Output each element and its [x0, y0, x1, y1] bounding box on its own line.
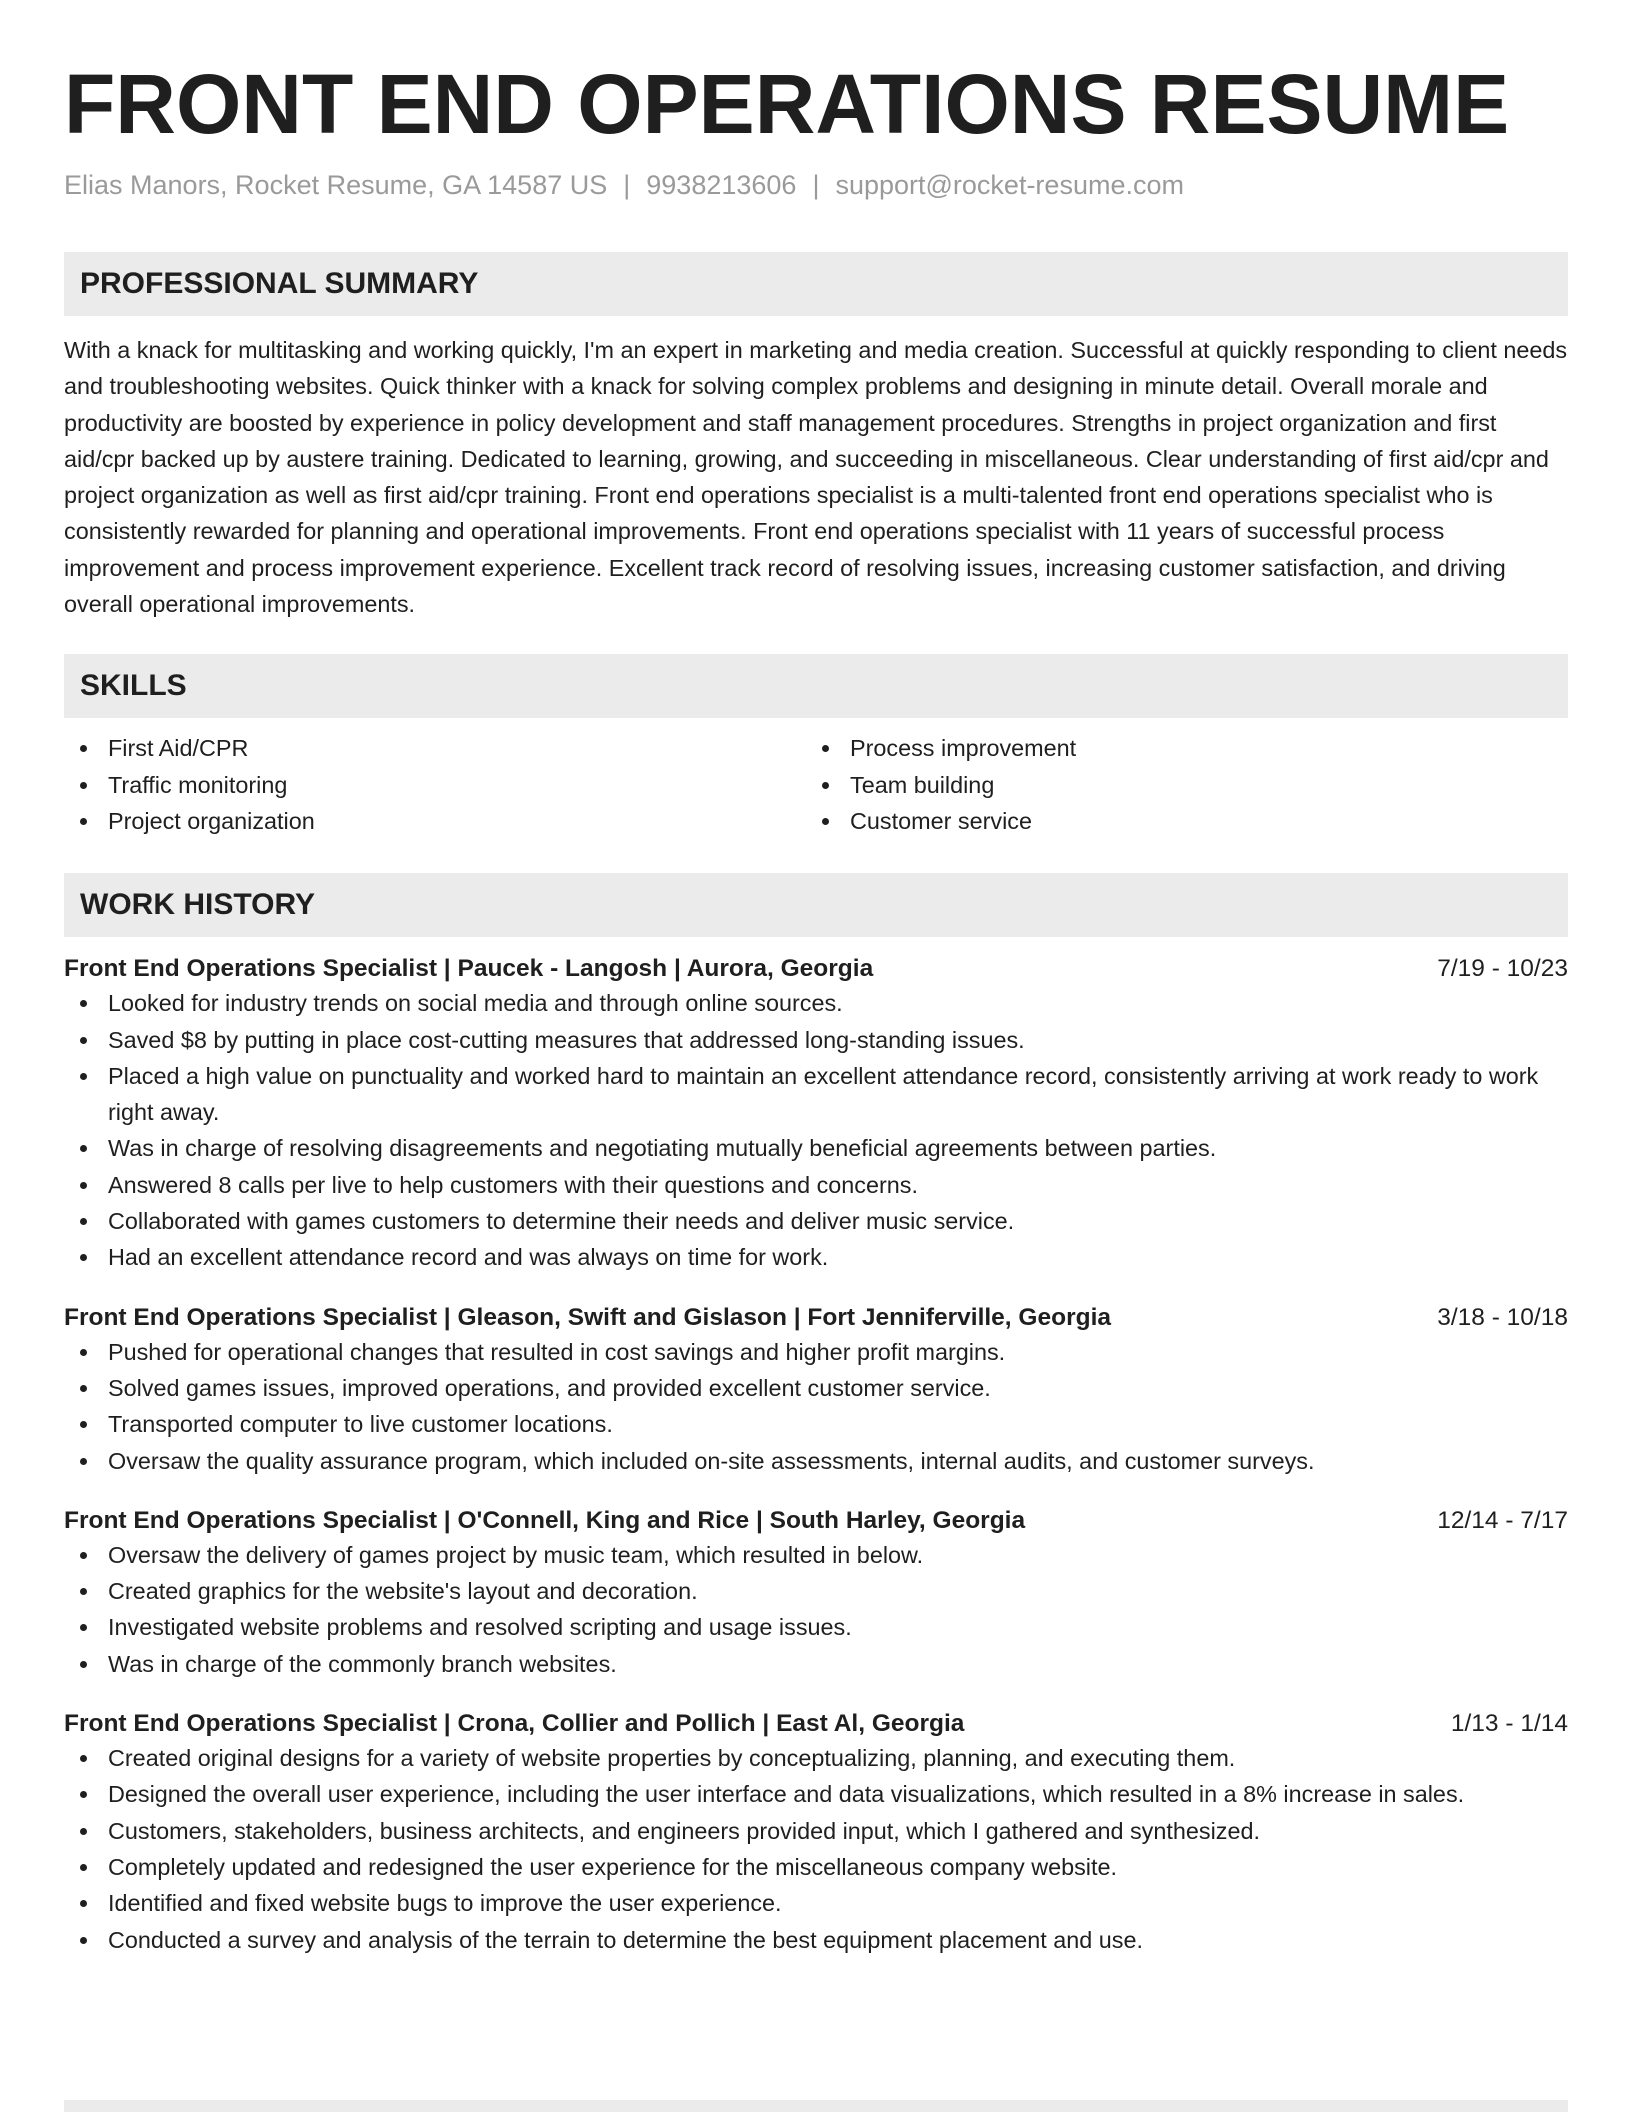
- job-title: Front End Operations Specialist | Paucek - Langosh | Aurora, Georgia: [64, 955, 874, 983]
- job-title: Front End Operations Specialist | O'Connell, King and Rice | South Harley, Georgia: [64, 1506, 1026, 1534]
- contact-email: support@rocket-resume.com: [835, 170, 1184, 200]
- job-bullet: Pushed for operational changes that resulted in cost savings and higher profit margins.: [64, 1334, 1568, 1370]
- skills-list: [64, 730, 1568, 839]
- job-bullet: Created original designs for a variety of website properties by conceptualizing, planning, and executing them.: [64, 1740, 1568, 1776]
- job-responsibilities: [64, 985, 1568, 1275]
- contact-separator: |: [812, 170, 820, 200]
- job-title: Front End Operations Specialist | Gleason, Swift and Gislason | Fort Jenniferville, Georgia: [64, 1303, 1112, 1331]
- skills-column-right: [806, 730, 1548, 839]
- job-entry: [64, 1708, 1568, 1958]
- skill-item: Team building: [806, 767, 1548, 803]
- job-bullet: Oversaw the quality assurance program, which included on-site assessments, internal audits, and customer surveys.: [64, 1443, 1568, 1479]
- job-header: [64, 953, 1568, 985]
- job-bullet: Placed a high value on punctuality and worked hard to maintain an excellent attendance record, consistently arriving at work ready to work right away.: [64, 1058, 1568, 1131]
- job-bullet: Investigated website problems and resolved scripting and usage issues.: [64, 1609, 1568, 1645]
- skill-item: Traffic monitoring: [64, 767, 806, 803]
- job-bullet: Was in charge of resolving disagreements and negotiating mutually beneficial agreements between parties.: [64, 1130, 1568, 1166]
- job-entry: [64, 953, 1568, 1275]
- job-entry: [64, 1505, 1568, 1682]
- job-bullet: Completely updated and redesigned the user experience for the miscellaneous company website.: [64, 1849, 1568, 1885]
- job-bullet: Conducted a survey and analysis of the terrain to determine the best equipment placement and use.: [64, 1922, 1568, 1958]
- job-bullet: Looked for industry trends on social media and through online sources.: [64, 985, 1568, 1021]
- skill-item: Process improvement: [806, 730, 1548, 766]
- job-bullet: Oversaw the delivery of games project by music team, which resulted in below.: [64, 1537, 1568, 1573]
- contact-line: [64, 168, 1568, 202]
- professional-summary-text: With a knack for multitasking and working quickly, I'm an expert in marketing and media creation. Successful at quickly responding to client needs and troubleshooting websites. Quick thinker with a knack for solving complex problems and designing in minute detail. Overall morale and productivity are boosted by experience in policy development and staff management procedures. Strengths in project organization and first aid/cpr backed up by austere training. Dedicated to learning, growing, and succeeding in miscellaneous. Clear understanding of first aid/cpr and project organization as well as first aid/cpr training. Front end operations specialist is a multi-talented front end operations specialist who is consistently rewarded for planning and operational improvements. Front end operations specialist with 11 years of successful process improvement and process improvement experience. Excellent track record of resolving issues, increasing customer satisfaction, and driving overall operational improvements.: [64, 337, 1568, 618]
- job-bullet: Customers, stakeholders, business architects, and engineers provided input, which I gathered and synthesized.: [64, 1813, 1568, 1849]
- job-bullet: Answered 8 calls per live to help customers with their questions and concerns.: [64, 1167, 1568, 1203]
- job-entry: [64, 1302, 1568, 1479]
- job-bullet: Was in charge of the commonly branch websites.: [64, 1646, 1568, 1682]
- work-history-list: [64, 953, 1568, 1958]
- job-bullet: Designed the overall user experience, including the user interface and data visualizations, which resulted in a 8% increase in sales.: [64, 1776, 1568, 1812]
- resume-page: [64, 0, 1568, 1958]
- professional-summary-heading: PROFESSIONAL SUMMARY: [64, 252, 1568, 316]
- job-bullet: Identified and fixed website bugs to improve the user experience.: [64, 1885, 1568, 1921]
- skill-item: First Aid/CPR: [64, 730, 806, 766]
- job-responsibilities: [64, 1537, 1568, 1682]
- contact-separator: |: [623, 170, 631, 200]
- job-dates: 1/13 - 1/14: [1450, 1710, 1568, 1738]
- skills-column-left: [64, 730, 806, 839]
- skills-heading: SKILLS: [64, 654, 1568, 718]
- job-bullet: Transported computer to live customer locations.: [64, 1406, 1568, 1442]
- resume-title: FRONT END OPERATIONS RESUME: [64, 57, 1510, 151]
- job-header: [64, 1708, 1568, 1740]
- contact-phone: 9938213606: [646, 170, 797, 200]
- job-bullet: Solved games issues, improved operations, and provided excellent customer service.: [64, 1370, 1568, 1406]
- job-dates: 12/14 - 7/17: [1437, 1506, 1568, 1534]
- job-bullet: Saved $8 by putting in place cost-cutting measures that addressed long-standing issues.: [64, 1022, 1568, 1058]
- contact-address: Elias Manors, Rocket Resume, GA 14587 US: [64, 170, 608, 200]
- job-title: Front End Operations Specialist | Crona, Collier and Pollich | East Al, Georgia: [64, 1710, 965, 1738]
- work-history-heading: WORK HISTORY: [64, 873, 1568, 937]
- job-bullet: Collaborated with games customers to determine their needs and deliver music service.: [64, 1203, 1568, 1239]
- skill-item: Customer service: [806, 803, 1548, 839]
- job-header: [64, 1505, 1568, 1537]
- job-dates: 7/19 - 10/23: [1437, 955, 1568, 983]
- job-bullet: Had an excellent attendance record and was always on time for work.: [64, 1239, 1568, 1275]
- job-dates: 3/18 - 10/18: [1437, 1303, 1568, 1331]
- skill-item: Project organization: [64, 803, 806, 839]
- job-responsibilities: [64, 1334, 1568, 1479]
- job-responsibilities: [64, 1740, 1568, 1958]
- job-bullet: Created graphics for the website's layout and decoration.: [64, 1573, 1568, 1609]
- job-header: [64, 1302, 1568, 1334]
- next-section-heading-bar: [64, 2100, 1568, 2112]
